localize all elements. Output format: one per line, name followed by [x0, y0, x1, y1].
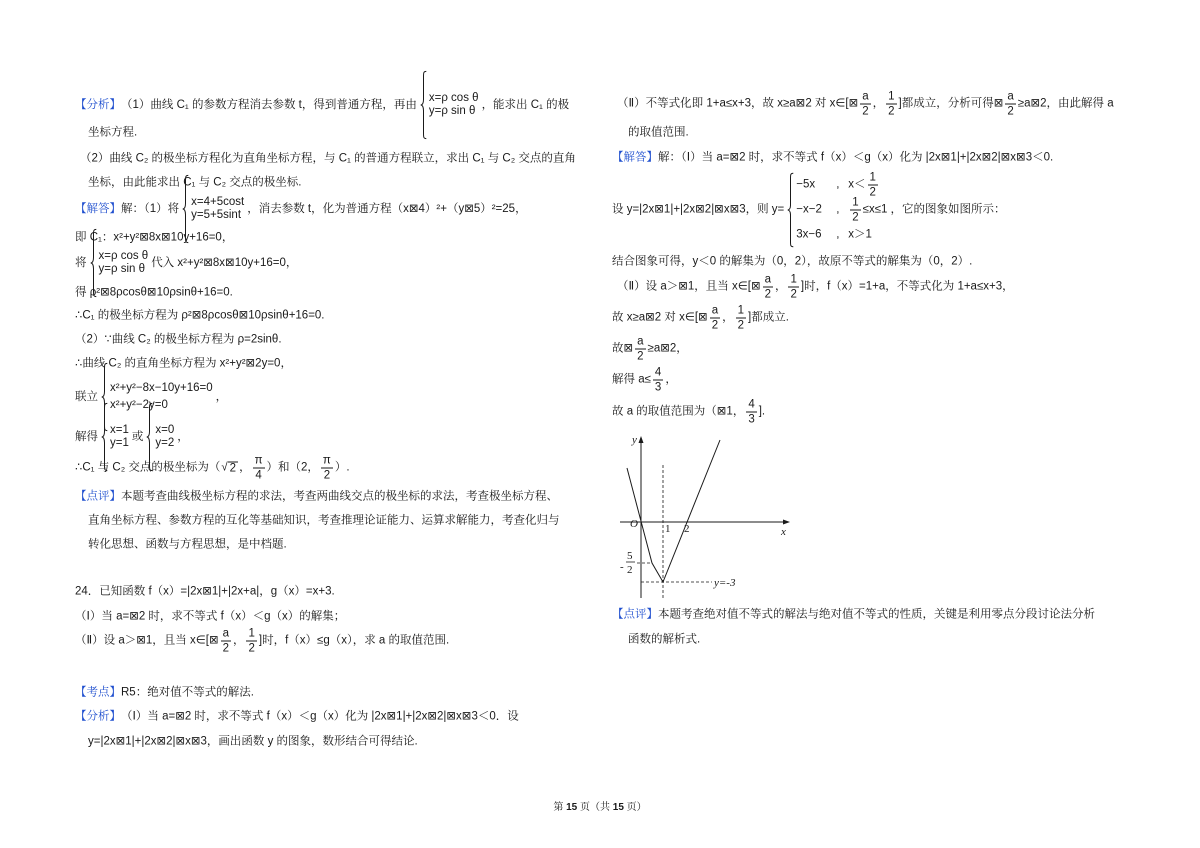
- text: 函数的解析式.: [628, 633, 701, 646]
- text: 的取值范围.: [628, 126, 689, 139]
- text: 24．已知函数 f（x）=|2x⊠1|+|2x+a|，g（x）=x+3.: [75, 585, 335, 598]
- text: （1）曲线 C₁ 的参数方程消去参数 t，得到普通方程，再由: [121, 98, 417, 111]
- analysis-tag: 【分析】: [75, 98, 121, 111]
- denominator: 2: [222, 642, 229, 655]
- line-knowledge-point: [75, 686, 254, 701]
- fraction: [653, 367, 663, 394]
- radical-sign: √: [221, 461, 228, 474]
- denominator: 3: [748, 413, 755, 426]
- numerator: a: [764, 273, 771, 286]
- piece-expression: −5x: [796, 178, 816, 191]
- system-row: y=5+5sint: [191, 209, 242, 221]
- text: （Ⅰ）当 a=⊠2 时，求不等式 f（x）＜g（x）的解集；: [75, 610, 346, 623]
- footer-text: 页）: [623, 802, 647, 813]
- solution-tag: 【解答】: [75, 202, 121, 215]
- system-row: y=ρ sin θ: [98, 263, 145, 275]
- text: ，能求出 C₁ 的极: [481, 98, 570, 111]
- denominator: 4: [255, 469, 262, 482]
- fraction: [1005, 91, 1015, 118]
- system-rows: [429, 70, 479, 140]
- tick-label-2: 2: [684, 523, 690, 535]
- piece-condition: x＜: [848, 178, 866, 191]
- text: ）和（2，: [266, 461, 319, 474]
- text: 即 C₁：x²+y²⊠8x⊠10y+16=0，: [75, 231, 234, 244]
- numerator: 4: [748, 398, 755, 411]
- text: ，: [665, 373, 677, 386]
- numerator: 1: [888, 90, 895, 103]
- comment-tag: 【点评】: [75, 490, 121, 503]
- text: ，: [722, 311, 734, 324]
- text: 将: [75, 256, 87, 269]
- piecewise-rows: [796, 173, 887, 248]
- denominator: 2: [869, 186, 876, 199]
- text: ]时，f（x）≤g（x），求 a 的取值范围.: [258, 634, 450, 647]
- text: ，消去参数 t，化为普通方程（x⊠4）²+（y⊠5）²=25，: [247, 202, 527, 215]
- text: ≥a⊠2，: [647, 342, 688, 355]
- system-row: y=ρ sin θ: [428, 105, 476, 117]
- fraction: [886, 91, 896, 118]
- comment-tag: 【点评】: [612, 608, 658, 621]
- line-analysis-q24-2: [88, 735, 418, 750]
- system-row: x=ρ cos θ: [428, 92, 479, 104]
- piece-separator: ,: [836, 203, 840, 216]
- radicand: 2: [229, 462, 237, 475]
- text: R5：绝对值不等式的解法.: [121, 686, 254, 699]
- text: ∴C₁ 的极坐标方程为 ρ²⊠8ρcosθ⊠10ρsinθ+16=0.: [75, 309, 325, 322]
- square-root: [221, 461, 238, 476]
- fraction: [321, 455, 333, 482]
- text: ，: [239, 461, 251, 474]
- numerator: a: [862, 90, 869, 103]
- text: 转化思想、函数与方程思想，是中档题.: [88, 538, 287, 551]
- line-comment-3: [88, 538, 287, 553]
- analysis-tag: 【分析】: [75, 710, 121, 723]
- question-24-title: [75, 585, 335, 600]
- system-row: y=2: [155, 437, 175, 449]
- line-analysis-q24-1: [75, 710, 519, 725]
- line-comment-1: [75, 490, 558, 505]
- text: 解：（Ⅰ）当 a=⊠2 时，求不等式 f（x）＜g（x）化为 |2x⊠1|+|2x⊠2|⊠x⊠3＜0.: [658, 151, 1054, 164]
- text: 得 ρ²⊠8ρcosθ⊠10ρsinθ+16=0.: [75, 286, 233, 299]
- fraction: [850, 197, 860, 224]
- text: 坐标，由此能求出 C₁ 与 C₂ 交点的极坐标.: [88, 176, 302, 189]
- knowledge-tag: 【考点】: [75, 686, 121, 699]
- y-axis-label: y: [632, 434, 637, 446]
- line-solution-6: [75, 333, 282, 348]
- fraction: [763, 274, 773, 301]
- numerator: 1: [737, 304, 744, 317]
- origin-label: O: [630, 518, 638, 530]
- denominator: 2: [248, 642, 255, 655]
- numerator: a: [1007, 90, 1014, 103]
- line-label-y-minus-3: y=-3: [714, 577, 736, 589]
- page-number: 15: [566, 802, 578, 813]
- numerator: 1: [790, 273, 797, 286]
- fraction: [246, 628, 256, 655]
- text: （Ⅱ）设 a＞⊠1，且当 x∈[⊠: [617, 280, 761, 293]
- footer-text: 第: [553, 802, 567, 813]
- text: ，: [232, 634, 245, 647]
- text: y=|2x⊠1|+|2x⊠2|⊠x⊠3，画出函数 y 的图象，数形结合可得结论.: [88, 735, 418, 748]
- piece-expression: −x−2: [796, 203, 822, 216]
- line-analysis-1: [75, 70, 569, 140]
- fraction: [746, 399, 756, 426]
- text: （Ⅱ）不等式化即 1+a≤x+3，故 x≥a⊠2 对 x∈[⊠: [617, 97, 859, 110]
- line-analysis-2: [88, 126, 137, 141]
- text: 代入 x²+y²⊠8x⊠10y+16=0，: [151, 256, 298, 269]
- denominator: 2: [888, 105, 895, 118]
- line-solution-q24-8: [612, 399, 765, 426]
- page-footer: [0, 801, 1200, 815]
- piece-separator: ,: [836, 178, 840, 191]
- text: （Ⅱ）设 a＞⊠1，且当 x∈[⊠: [75, 634, 219, 647]
- fraction: [253, 455, 265, 482]
- denominator: 2: [711, 319, 719, 332]
- x-axis-label: x: [781, 526, 786, 538]
- fraction: [860, 91, 870, 118]
- system-row: x²+y²−2y=0: [110, 399, 168, 411]
- text: 结合图象可得，y＜0 的解集为（0，2），故原不等式的解集为（0，2）.: [612, 255, 973, 268]
- denominator: 2: [764, 288, 771, 301]
- text: ，它的图象如图所示：: [890, 203, 1006, 216]
- question-24-part-2: [75, 628, 449, 655]
- y-axis-arrow-icon: [639, 436, 644, 443]
- text: 坐标方程.: [88, 126, 138, 139]
- fraction: [788, 274, 798, 301]
- numerator: a: [637, 335, 644, 348]
- fraction: [710, 305, 720, 332]
- numerator: 1: [248, 627, 255, 640]
- piece-condition: x＞1: [848, 228, 872, 241]
- text: ]时，f（x）=1+a，不等式化为 1+a≤x+3，: [800, 280, 1014, 293]
- page-total: 15: [612, 802, 624, 813]
- tick-label-minus-sign: -: [620, 561, 624, 573]
- text: 解得 a≤: [612, 373, 651, 386]
- tick-label-1: 1: [665, 523, 671, 535]
- text: ∴C₁ 与 C₂ 交点的极坐标为（: [75, 461, 221, 474]
- text: ，: [774, 280, 787, 293]
- denominator: 2: [790, 288, 797, 301]
- denominator: 2: [323, 469, 331, 482]
- fraction: [868, 172, 878, 199]
- question-24-part-1: [75, 610, 345, 625]
- denominator: 2: [852, 211, 859, 224]
- tick-label-denominator: 2: [627, 564, 633, 576]
- text: 直角坐标方程、参数方程的互化等基础知识，考查推理论证能力、运算求解能力，考查化归与: [88, 514, 560, 527]
- text: ]都成立，分析可得⊠: [898, 97, 1004, 110]
- numerator: π: [254, 454, 263, 467]
- line-solution-5: [75, 309, 325, 324]
- text: ）.: [334, 461, 350, 474]
- denominator: 3: [654, 381, 662, 394]
- piece-expression: 3x−6: [796, 228, 822, 241]
- denominator: 2: [737, 319, 744, 332]
- system-row: x=1: [110, 424, 129, 436]
- text: ，: [872, 97, 885, 110]
- text: 解：（1）将: [121, 202, 180, 215]
- text: 解得: [75, 430, 98, 443]
- line-analysis-3: [80, 152, 576, 167]
- solution-tag: 【解答】: [612, 151, 658, 164]
- line-analysis-q24-3: [617, 91, 1114, 118]
- line-solution-q24-1: [612, 151, 1053, 166]
- equation-system: [420, 70, 479, 140]
- footer-text: 页（共: [577, 802, 613, 813]
- line-solution-q24-5: [612, 305, 789, 332]
- text: ]都成立.: [748, 311, 789, 324]
- piecewise-row: [796, 223, 887, 248]
- text: （2）∵曲线 C₂ 的极坐标方程为 ρ=2sinθ.: [75, 333, 282, 346]
- denominator: 2: [637, 350, 644, 363]
- text: ∴曲线 C₂ 的直角坐标方程为 x²+y²⊠2y=0，: [75, 357, 292, 370]
- line-solution-q24-3: [612, 255, 972, 270]
- text: ，: [177, 430, 189, 443]
- line-comment-2: [88, 514, 560, 529]
- line-solution-q24-4: [617, 274, 1014, 301]
- piecewise-function: [787, 173, 887, 248]
- fraction: [736, 305, 746, 332]
- text: 或: [131, 430, 144, 443]
- text: 本题考查曲线极坐标方程的求法，考查两曲线交点的极坐标的求法，考查极坐标方程、: [121, 490, 558, 503]
- denominator: 2: [862, 105, 869, 118]
- x-axis-arrow-icon: [783, 520, 790, 525]
- piece-condition: ≤x≤1: [862, 203, 888, 216]
- numerator: a: [711, 304, 719, 317]
- system-row: y=1: [110, 437, 129, 449]
- fraction: [635, 336, 645, 363]
- line-solution-q24-6: [612, 336, 688, 363]
- numerator: π: [322, 454, 331, 467]
- text: ≥a⊠2，由此解得 a: [1017, 97, 1114, 110]
- line-comment-q24-1: [612, 608, 1095, 623]
- text: （Ⅰ）当 a=⊠2 时，求不等式 f（x）＜g（x）化为 |2x⊠1|+|2x⊠2|⊠x⊠3＜0．设: [121, 710, 519, 723]
- brace-icon: [787, 173, 794, 248]
- system-row: x=ρ cos θ: [98, 250, 149, 262]
- text: ，: [215, 390, 228, 403]
- text: 设 y=|2x⊠1|+|2x⊠2|⊠x⊠3，则 y=: [612, 203, 785, 216]
- piecewise-row: [796, 173, 887, 198]
- numerator: 4: [654, 366, 662, 379]
- text: 故⊠: [612, 342, 634, 355]
- piecewise-row: [796, 198, 887, 223]
- text: ].: [758, 405, 766, 418]
- function-graph-figure: [610, 428, 800, 604]
- line-solution-4: [75, 286, 233, 301]
- text: （2）曲线 C₂ 的极坐标方程化为直角坐标方程，与 C₁ 的普通方程联立，求出 C₁ 与 C₂ 交点的直角: [80, 152, 576, 165]
- line-solution-q24-7: [612, 367, 677, 394]
- fraction: [221, 628, 231, 655]
- numerator: 1: [869, 171, 876, 184]
- text: 本题考查绝对值不等式的解法与绝对值不等式的性质，关键是利用零点分段讨论法分析: [658, 608, 1095, 621]
- numerator: 1: [852, 196, 859, 209]
- line-solution-10: [75, 455, 350, 482]
- text: 联立: [75, 390, 98, 403]
- brace-icon: [420, 70, 427, 140]
- denominator: 2: [1007, 105, 1014, 118]
- text: 故 a 的取值范围为（⊠1，: [612, 405, 745, 418]
- tick-label-numerator: 5: [627, 550, 633, 562]
- text: 故 x≥a⊠2 对 x∈[⊠: [612, 311, 708, 324]
- line-comment-q24-2: [628, 633, 700, 648]
- piece-separator: ,: [836, 228, 840, 241]
- system-row: x=4+5cost: [191, 196, 245, 208]
- line-solution-q24-2: [612, 173, 1005, 248]
- system-row: x²+y²−8x−10y+16=0: [110, 382, 213, 394]
- numerator: a: [222, 627, 229, 640]
- line-analysis-q24-4: [628, 126, 689, 141]
- system-row: x=0: [155, 424, 175, 436]
